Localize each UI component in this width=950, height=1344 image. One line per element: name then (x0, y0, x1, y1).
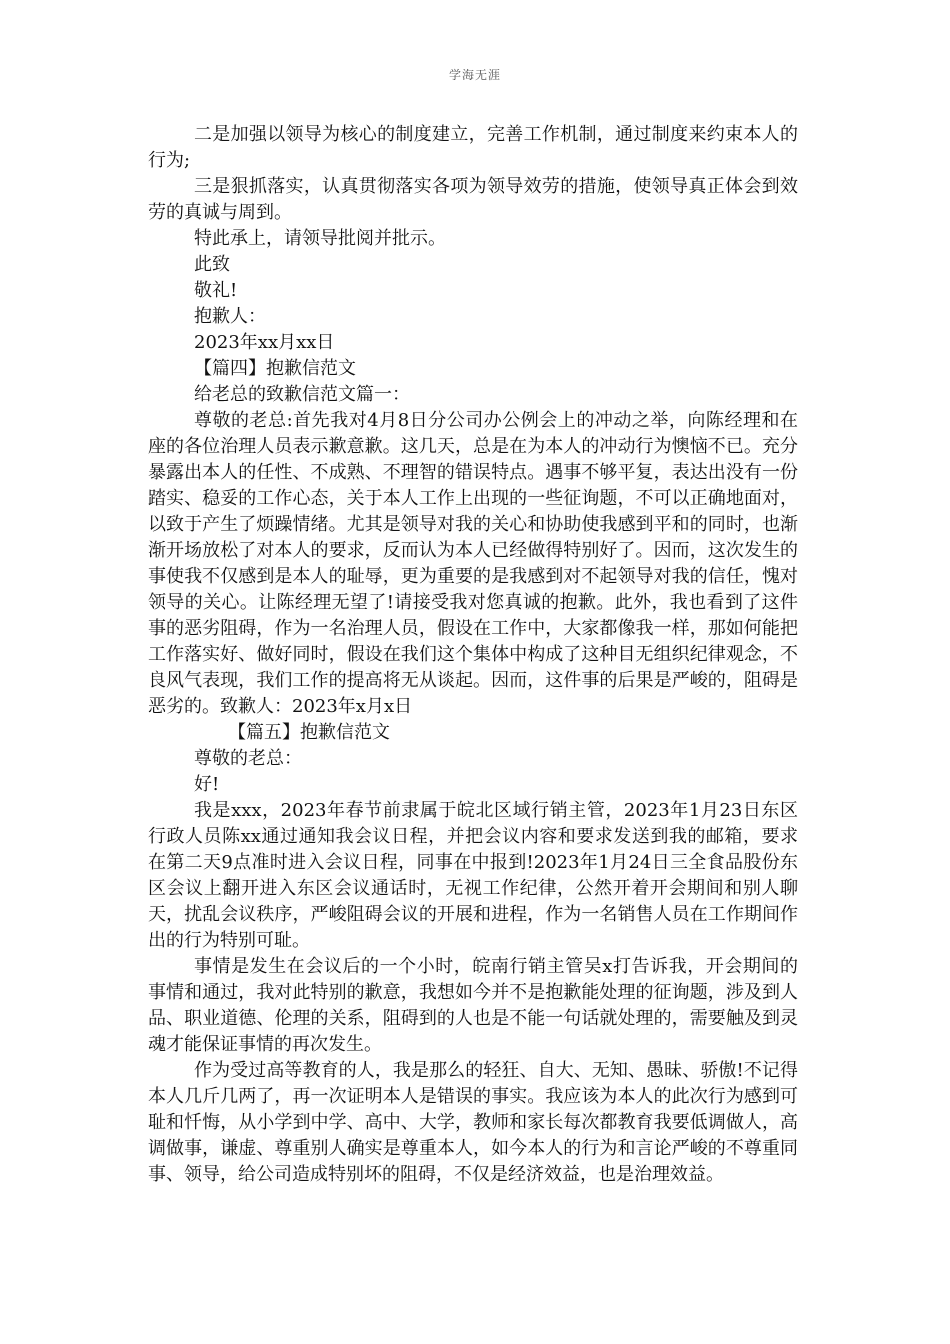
paragraph: 我是xxx，2023年春节前隶属于皖北区域行销主管，2023年1月23日东区行政人员陈xx通过通知我会议日程，并把会议内容和要求发送到我的邮箱，要求在第二天9点准时进入会议日程，同事在中报到!2023年1月24日三全食品股份东区会议上翻开进入东区会议通话时，无视工作纪律，公然开着开会期间和别人聊天，扰乱会议秩序，严峻阻碍会议的开展和进程，作为一名销售人员在工作期间作出的行为特别可耻。 (148, 800, 798, 951)
paragraph: 事情是发生在会议后的一个小时，皖南行销主管吴x打告诉我，开会期间的事情和通过，我对此特别的歉意，我想如今并不是抱歉能处理的征询题，涉及到人品、职业道德、伦理的关系，阻碍到的人也是不能一句话就处理的，需要触及到灵魂才能保证事情的再次发生。 (148, 956, 798, 1055)
date-line: 2023年xx月xx日 (194, 332, 335, 353)
closing-line: 此致 (194, 254, 230, 275)
paragraph: 尊敬的老总:首先我对4月8日分公司办公例会上的冲动之举，向陈经理和在座的各位治理人员表示歉意歉。这几天，总是在为本人的冲动行为懊恼不已。充分暴露出本人的任性、不成熟、不理智的错误特点。遇事不够平复，表达出没有一份踏实、稳妥的工作心态，关于本人工作上出现的一些征询题，不可以正确地面对，以致于产生了烦躁情绪。尤其是领导对我的关心和协助使我感到平和的同时，也渐渐开场放松了对本人的要求，反而认为本人已经做得特别好了。因而，这次发生的事使我不仅感到是本人的耻辱，更为重要的是我感到对不起领导对我的信任，愧对领导的关心。让陈经理无望了!请接受我对您真诚的抱歉。此外，我也看到了这件事的恶劣阻碍，作为一名治理人员，假设在工作中，大家都像我一样，那如何能把工作落实好、做好同时，假设在我们这个集体中构成了这种目无组织纪律观念，不良风气表现，我们工作的提高将无从谈起。因而，这件事的后果是严峻的，阻碍是恶劣的。致歉人：2023年x月x日 (148, 410, 798, 717)
paragraph: 特此承上，请领导批阅并批示。 (194, 228, 446, 249)
closing-line: 敬礼! (194, 280, 238, 301)
section-heading: 【篇四】抱歉信范文 (194, 358, 356, 379)
document-body (148, 122, 798, 1188)
signature-label: 抱歉人： (194, 306, 266, 327)
salutation: 尊敬的老总： (194, 748, 302, 769)
page-header: 学海无涯 (448, 68, 501, 82)
subheading: 给老总的致歉信范文篇一： (194, 384, 410, 405)
paragraph: 二是加强以领导为核心的制度建立，完善工作机制，通过制度来约束本人的行为; (148, 124, 798, 171)
paragraph: 三是狠抓落实，认真贯彻落实各项为领导效劳的措施，使领导真正体会到效劳的真诚与周到。 (148, 176, 798, 223)
paragraph: 作为受过高等教育的人，我是那么的轻狂、自大、无知、愚昧、骄傲!不记得本人几斤几两了，再一次证明本人是错误的事实。我应该为本人的此次行为感到可耻和忏悔，从小学到中学、高中、大学，教师和家长每次都教育我要低调做人，高调做事，谦虚、尊重别人确实是尊重本人，如今本人的行为和言论严峻的不尊重同事、领导，给公司造成特别坏的阻碍，不仅是经济效益，也是治理效益。 (148, 1060, 798, 1185)
greeting: 好! (194, 774, 220, 795)
section-heading: 【篇五】抱歉信范文 (228, 722, 390, 743)
